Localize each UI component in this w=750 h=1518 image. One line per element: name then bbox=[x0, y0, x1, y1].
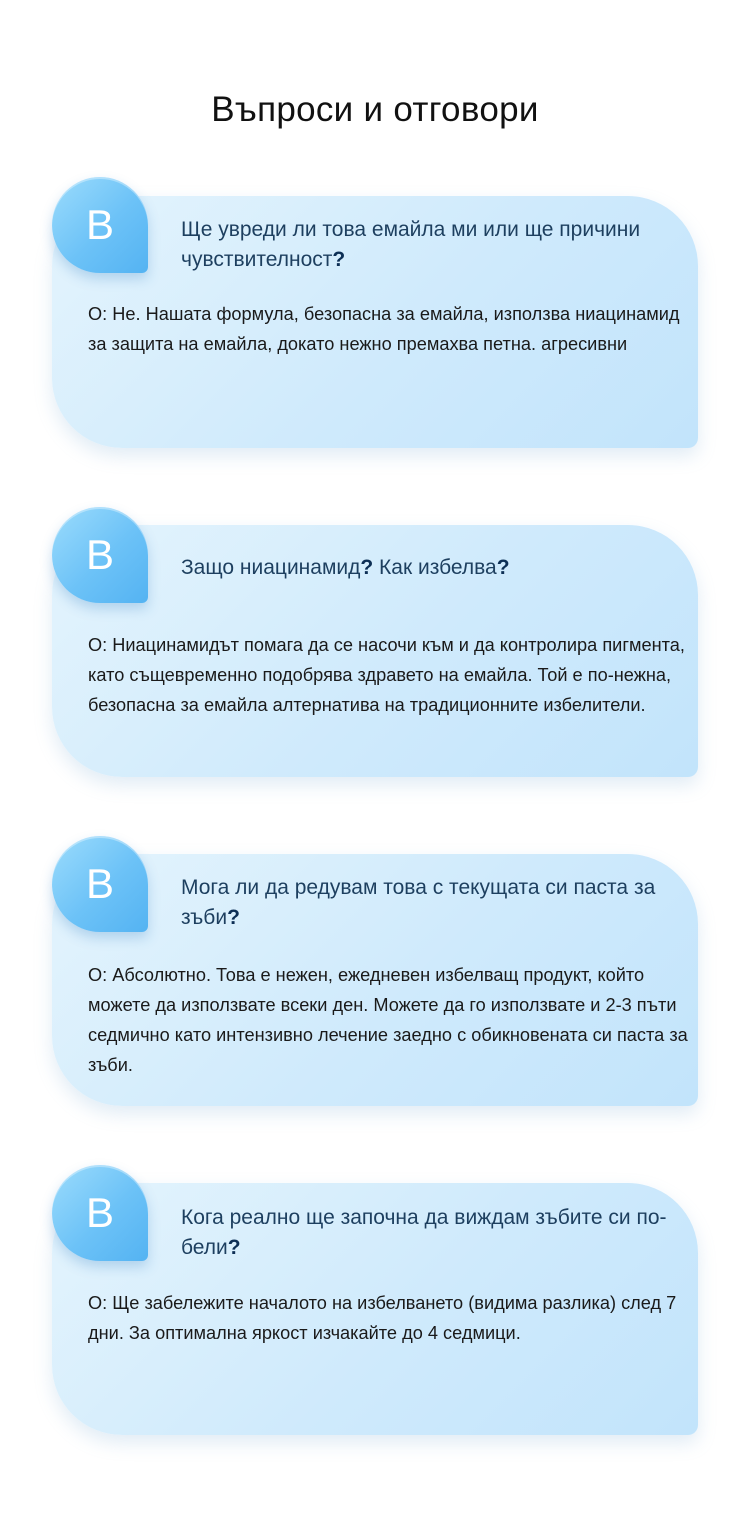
question-text: Ще увреди ли това емайла ми или ще причини чувствителност bbox=[181, 218, 641, 271]
question-badge: В bbox=[52, 836, 148, 932]
question-mark: ? bbox=[360, 556, 374, 579]
question-mark: ? bbox=[227, 1236, 241, 1259]
question-text: Мога ли да редувам това с текущата си паста за зъби bbox=[181, 876, 656, 929]
faq-question bbox=[181, 553, 671, 583]
question-mark: ? bbox=[332, 248, 346, 271]
question-text: Как избелва bbox=[373, 556, 497, 579]
question-text: Защо ниацинамид bbox=[181, 556, 361, 579]
faq-answer: О: Ще забележите началото на избелването (видима разлика) след 7 дни. За оптимална яркост изчакайте до 4 седмици. bbox=[88, 1293, 677, 1343]
page-title: Въпроси и отговори bbox=[211, 90, 539, 129]
faq-question bbox=[181, 215, 671, 275]
question-mark: ? bbox=[496, 556, 510, 579]
faq-answer: О: Абсолютно. Това е нежен, ежедневен избелващ продукт, който можете да използвате всеки ден. Можете да го използвате и 2-3 пъти седмично като интензивно лечение заедно с обикновената си паста за зъби. bbox=[88, 965, 688, 1075]
faq-answer: О: Не. Нашата формула, безопасна за емайла, използва ниацинамид за защита на емайла, докато нежно премахва петна. агресивни bbox=[88, 304, 680, 354]
question-badge: В bbox=[52, 177, 148, 273]
question-mark: ? bbox=[227, 906, 240, 929]
faq-answer: О: Ниацинамидът помага да се насочи към и да контролира пигмента, като същевременно подобрява здравето на емайла. Той е по-нежна, безопасна за емайла алтернатива на традиционните избелители. bbox=[88, 635, 685, 715]
question-badge: В bbox=[52, 507, 148, 603]
faq-question bbox=[181, 1203, 671, 1263]
faq-question bbox=[181, 873, 671, 933]
question-text: Кога реално ще започна да виждам зъбите си по-бели bbox=[181, 1206, 667, 1259]
question-badge: В bbox=[52, 1165, 148, 1261]
